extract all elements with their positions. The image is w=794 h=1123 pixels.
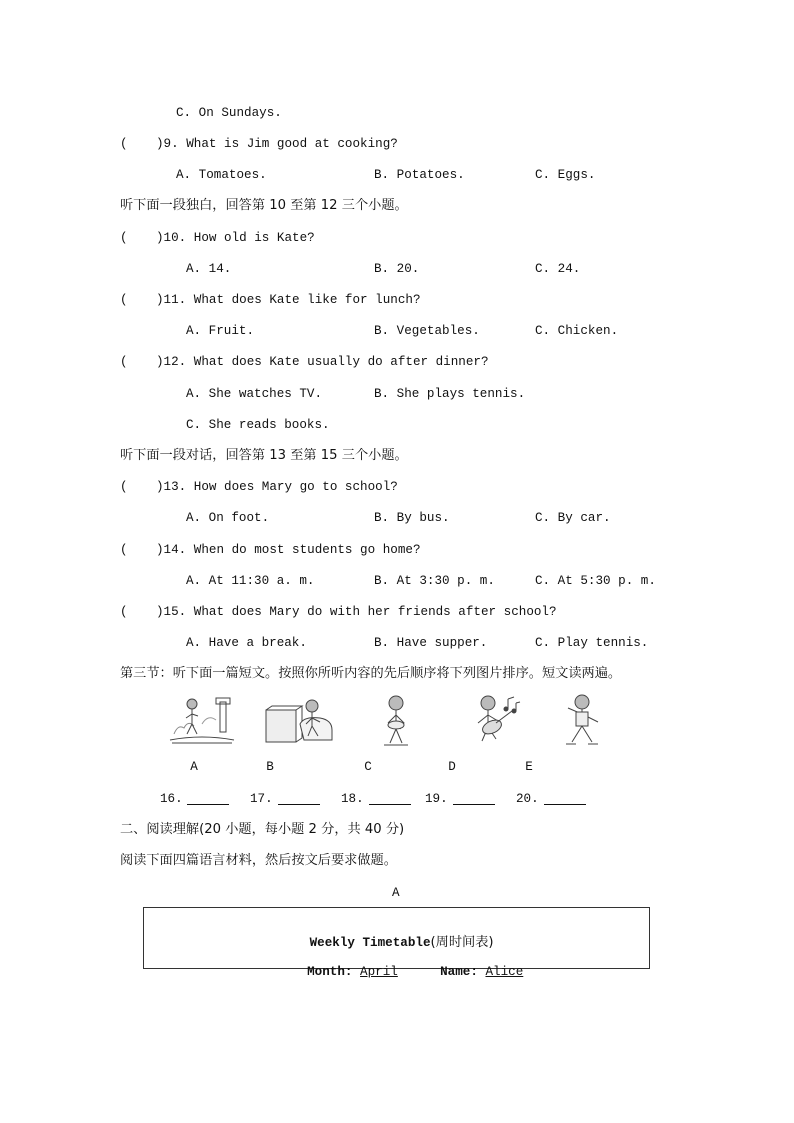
q10-option-a: A. 14. (186, 262, 232, 276)
q13-option-a: A. On foot. (186, 511, 270, 525)
answer-paren[interactable]: ( (120, 231, 128, 245)
q12-option-a: A. She watches TV. (186, 387, 323, 401)
blank-number-20: 20. (516, 792, 539, 806)
q8-option-c: C. On Sundays. (176, 106, 282, 120)
dialogue-instruction: 听下面一段对话，回答第 13 至第 15 三个小题。 (120, 448, 408, 463)
answer-blank-20[interactable] (544, 804, 586, 805)
timetable-title-cn: (周时间表) (430, 935, 494, 950)
picture-d-illustration (468, 693, 526, 747)
blank-number-19: 19. (425, 792, 448, 806)
q11-stem: )11. What does Kate like for lunch? (156, 293, 421, 307)
q11-option-c: C. Chicken. (535, 324, 619, 338)
picture-c-illustration (376, 693, 416, 749)
blank-number-17: 17. (250, 792, 273, 806)
timetable-month (292, 948, 398, 980)
month-value: April (360, 965, 398, 979)
q11-option-a: A. Fruit. (186, 324, 255, 338)
picture-label-d: D (448, 760, 456, 774)
name-label: Name: (440, 965, 478, 979)
picture-e-illustration (560, 692, 606, 748)
q15-option-c: C. Play tennis. (535, 636, 649, 650)
q14-option-c: C. At 5:30 p. m. (535, 574, 656, 588)
answer-blank-19[interactable] (453, 804, 495, 805)
picture-label-c: C (364, 760, 372, 774)
answer-blank-18[interactable] (369, 804, 411, 805)
picture-label-b: B (266, 760, 274, 774)
answer-paren[interactable]: ( (120, 137, 128, 151)
q13-option-b: B. By bus. (374, 511, 450, 525)
q14-option-a: A. At 11:30 a. m. (186, 574, 315, 588)
timetable-name (425, 948, 523, 980)
answer-paren[interactable]: ( (120, 355, 128, 369)
q11-option-b: B. Vegetables. (374, 324, 480, 338)
answer-blank-17[interactable] (278, 804, 320, 805)
q9-stem: )9. What is Jim good at cooking? (156, 137, 398, 151)
q13-stem: )13. How does Mary go to school? (156, 480, 398, 494)
q12-stem: )12. What does Kate usually do after dinner? (156, 355, 489, 369)
month-label: Month: (307, 965, 353, 979)
reading-section-title: 二、阅读理解(20 小题，每小题 2 分，共 40 分) (120, 822, 405, 837)
q10-option-b: B. 20. (374, 262, 420, 276)
q15-option-a: A. Have a break. (186, 636, 307, 650)
q12-option-c: C. She reads books. (186, 418, 330, 432)
blank-number-16: 16. (160, 792, 183, 806)
q9-option-a: A. Tomatoes. (176, 168, 267, 182)
monologue-instruction: 听下面一段独白，回答第 10 至第 12 三个小题。 (120, 198, 408, 213)
answer-blank-16[interactable] (187, 804, 229, 805)
timetable-title (143, 917, 650, 951)
picture-label-e: E (525, 760, 533, 774)
name-value: Alice (485, 965, 524, 979)
q14-stem: )14. When do most students go home? (156, 543, 421, 557)
q12-option-b: B. She plays tennis. (374, 387, 526, 401)
blank-number-18: 18. (341, 792, 364, 806)
passage-label: A (392, 886, 400, 900)
q13-option-c: C. By car. (535, 511, 611, 525)
q10-stem: )10. How old is Kate? (156, 231, 315, 245)
q15-option-b: B. Have supper. (374, 636, 488, 650)
timetable-title-en: Weekly Timetable (309, 936, 431, 950)
picture-label-a: A (190, 760, 198, 774)
answer-paren[interactable]: ( (120, 605, 128, 619)
answer-paren[interactable]: ( (120, 480, 128, 494)
answer-paren[interactable]: ( (120, 543, 128, 557)
section3-instruction: 第三节：听下面一篇短文。按照你所听内容的先后顺序将下列图片排序。短文读两遍。 (120, 666, 622, 681)
q14-option-b: B. At 3:30 p. m. (374, 574, 495, 588)
q9-option-c: C. Eggs. (535, 168, 596, 182)
q15-stem: )15. What does Mary do with her friends after school? (156, 605, 557, 619)
q9-option-b: B. Potatoes. (374, 168, 465, 182)
reading-instruction: 阅读下面四篇语言材料，然后按文后要求做题。 (120, 853, 397, 868)
q10-option-c: C. 24. (535, 262, 581, 276)
picture-a-illustration (168, 694, 236, 746)
answer-paren[interactable]: ( (120, 293, 128, 307)
picture-b-illustration (264, 696, 336, 748)
